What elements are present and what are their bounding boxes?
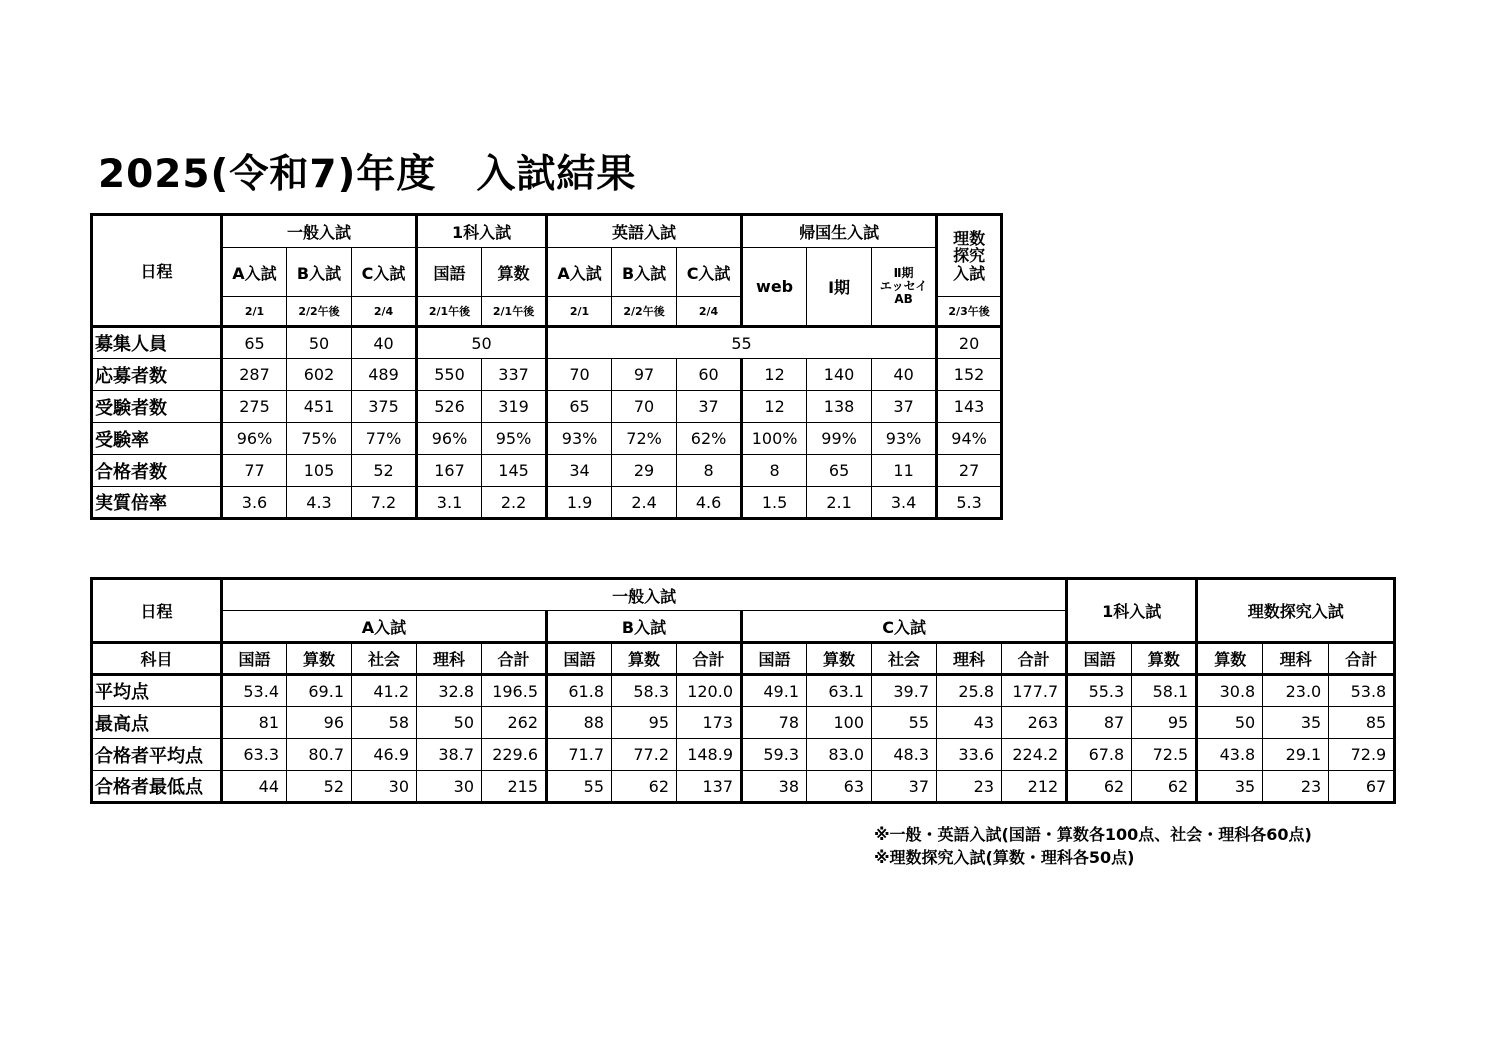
data-cell: 3.6 [222, 487, 287, 519]
data-cell: 37 [677, 391, 742, 423]
subject-cell: 理科 [937, 643, 1002, 675]
data-cell: 319 [482, 391, 547, 423]
col-header: 国語 [417, 248, 482, 297]
data-cell: 37 [872, 771, 937, 803]
data-cell: 8 [742, 455, 807, 487]
table-row [92, 359, 1002, 391]
data-cell: 262 [482, 707, 547, 739]
data-cell: 58.3 [612, 675, 677, 707]
data-cell: 11 [872, 455, 937, 487]
subject-cell: 算数 [1197, 643, 1263, 675]
table-row [92, 423, 1002, 455]
data-cell: 27 [937, 455, 1002, 487]
data-cell: 93% [547, 423, 612, 455]
data-cell: 23 [1263, 771, 1329, 803]
data-cell: 337 [482, 359, 547, 391]
data-cell: 97 [612, 359, 677, 391]
data-cell: 41.2 [352, 675, 417, 707]
data-cell: 50 [417, 327, 547, 359]
data-cell: 67.8 [1067, 739, 1132, 771]
data-cell: 489 [352, 359, 417, 391]
data-cell: 224.2 [1002, 739, 1067, 771]
subject-cell: 合計 [1329, 643, 1395, 675]
footnote: ※一般・英語入試(国語・算数各100点、社会・理科各60点) [874, 825, 1312, 844]
data-cell: 167 [417, 455, 482, 487]
data-cell: 451 [287, 391, 352, 423]
col-header: 算数 [482, 248, 547, 297]
data-cell: 95 [612, 707, 677, 739]
data-cell: 44 [222, 771, 287, 803]
data-cell: 229.6 [482, 739, 547, 771]
data-cell: 34 [547, 455, 612, 487]
schedule-header: 日程 [92, 579, 222, 643]
general-exam-header: 一般入試 [222, 215, 417, 248]
data-cell: 87 [1067, 707, 1132, 739]
table-row [92, 739, 1395, 771]
data-cell: 275 [222, 391, 287, 423]
data-cell: 52 [287, 771, 352, 803]
data-cell: 263 [1002, 707, 1067, 739]
data-cell: 100 [807, 707, 872, 739]
subject-cell: 合計 [677, 643, 742, 675]
data-cell: 23.0 [1263, 675, 1329, 707]
subject-cell: 算数 [612, 643, 677, 675]
data-cell: 58.1 [1132, 675, 1197, 707]
data-cell: 63.3 [222, 739, 287, 771]
b-exam-header: B入試 [547, 611, 742, 643]
data-cell: 20 [937, 327, 1002, 359]
row-label: 募集人員 [92, 327, 222, 359]
table-row [92, 455, 1002, 487]
footnotes [874, 823, 1312, 869]
col-header: web [742, 248, 807, 327]
data-cell: 38 [742, 771, 807, 803]
data-cell: 52 [352, 455, 417, 487]
data-cell: 35 [1197, 771, 1263, 803]
data-cell: 25.8 [937, 675, 1002, 707]
data-cell: 12 [742, 391, 807, 423]
results-summary-table [90, 213, 1003, 520]
row-label: 合格者平均点 [92, 739, 222, 771]
data-cell: 23 [937, 771, 1002, 803]
data-cell: 5.3 [937, 487, 1002, 519]
data-cell: 67 [1329, 771, 1395, 803]
data-cell: 32.8 [417, 675, 482, 707]
data-cell: 140 [807, 359, 872, 391]
data-cell: 148.9 [677, 739, 742, 771]
data-cell: 71.7 [547, 739, 612, 771]
data-cell: 46.9 [352, 739, 417, 771]
data-cell: 50 [1197, 707, 1263, 739]
data-cell: 7.2 [352, 487, 417, 519]
data-cell: 43 [937, 707, 1002, 739]
col-header: Ⅰ期 [807, 248, 872, 327]
data-cell: 53.4 [222, 675, 287, 707]
data-cell: 63.1 [807, 675, 872, 707]
data-cell: 83.0 [807, 739, 872, 771]
data-cell: 70 [547, 359, 612, 391]
data-cell: 4.6 [677, 487, 742, 519]
data-cell: 120.0 [677, 675, 742, 707]
subject-cell: 算数 [807, 643, 872, 675]
date-cell: 2/2午後 [612, 297, 677, 327]
data-cell: 61.8 [547, 675, 612, 707]
data-cell: 2.2 [482, 487, 547, 519]
data-cell: 196.5 [482, 675, 547, 707]
subject-cell: 社会 [872, 643, 937, 675]
col-header: C入試 [352, 248, 417, 297]
date-cell: 2/1午後 [417, 297, 482, 327]
data-cell: 215 [482, 771, 547, 803]
data-cell: 137 [677, 771, 742, 803]
data-cell: 63 [807, 771, 872, 803]
data-cell: 29.1 [1263, 739, 1329, 771]
data-cell: 100% [742, 423, 807, 455]
subject-cell: 合計 [482, 643, 547, 675]
data-cell: 65 [807, 455, 872, 487]
data-cell: 62% [677, 423, 742, 455]
scores-table [90, 577, 1396, 804]
subject-cell: 社会 [352, 643, 417, 675]
col-header: A入試 [222, 248, 287, 297]
data-cell: 48.3 [872, 739, 937, 771]
data-cell: 8 [677, 455, 742, 487]
data-cell: 39.7 [872, 675, 937, 707]
data-cell: 145 [482, 455, 547, 487]
subject-header: 科目 [92, 643, 222, 675]
data-cell: 105 [287, 455, 352, 487]
data-cell: 59.3 [742, 739, 807, 771]
data-cell: 33.6 [937, 739, 1002, 771]
science-exam-header: 理数探究入試 [1197, 579, 1395, 643]
table-row [92, 675, 1395, 707]
a-exam-header: A入試 [222, 611, 547, 643]
data-cell: 2.4 [612, 487, 677, 519]
data-cell: 60 [677, 359, 742, 391]
data-cell: 43.8 [1197, 739, 1263, 771]
data-cell: 143 [937, 391, 1002, 423]
data-cell: 93% [872, 423, 937, 455]
data-cell: 75% [287, 423, 352, 455]
date-cell: 2/1 [222, 297, 287, 327]
general-exam-header: 一般入試 [222, 579, 1067, 611]
data-cell: 38.7 [417, 739, 482, 771]
data-cell: 96% [222, 423, 287, 455]
data-cell: 29 [612, 455, 677, 487]
table-row [92, 487, 1002, 519]
data-cell: 81 [222, 707, 287, 739]
col-header: C入試 [677, 248, 742, 297]
row-label: 最高点 [92, 707, 222, 739]
row-label: 応募者数 [92, 359, 222, 391]
data-cell: 65 [547, 391, 612, 423]
footnote: ※理数探究入試(算数・理科各50点) [874, 848, 1135, 867]
subject-cell: 理科 [1263, 643, 1329, 675]
data-cell: 50 [417, 707, 482, 739]
data-cell: 72% [612, 423, 677, 455]
data-cell: 526 [417, 391, 482, 423]
data-cell: 375 [352, 391, 417, 423]
page-title: 2025(令和7)年度 入試結果 [98, 152, 637, 197]
data-cell: 177.7 [1002, 675, 1067, 707]
data-cell: 50 [287, 327, 352, 359]
data-cell: 138 [807, 391, 872, 423]
date-cell: 2/1午後 [482, 297, 547, 327]
data-cell: 58 [352, 707, 417, 739]
date-cell: 2/2午後 [287, 297, 352, 327]
data-cell: 96 [287, 707, 352, 739]
one-subject-exam-header: 1科入試 [417, 215, 547, 248]
date-cell: 2/3午後 [937, 297, 1002, 327]
table-row [92, 771, 1395, 803]
data-cell: 35 [1263, 707, 1329, 739]
data-cell: 77% [352, 423, 417, 455]
subject-cell: 算数 [1132, 643, 1197, 675]
subject-cell: 国語 [547, 643, 612, 675]
data-cell: 12 [742, 359, 807, 391]
data-cell: 78 [742, 707, 807, 739]
row-label: 合格者数 [92, 455, 222, 487]
col-header: Ⅱ期 エッセイ AB [872, 248, 937, 327]
data-cell: 53.8 [1329, 675, 1395, 707]
row-label: 実質倍率 [92, 487, 222, 519]
data-cell: 62 [612, 771, 677, 803]
subject-cell: 合計 [1002, 643, 1067, 675]
data-cell: 37 [872, 391, 937, 423]
data-cell: 4.3 [287, 487, 352, 519]
data-cell: 85 [1329, 707, 1395, 739]
row-label: 受験者数 [92, 391, 222, 423]
data-cell: 72.9 [1329, 739, 1395, 771]
data-cell: 77 [222, 455, 287, 487]
data-cell: 173 [677, 707, 742, 739]
table-row [92, 707, 1395, 739]
data-cell: 62 [1067, 771, 1132, 803]
data-cell: 602 [287, 359, 352, 391]
data-cell: 55 [547, 771, 612, 803]
data-cell: 49.1 [742, 675, 807, 707]
data-cell: 95% [482, 423, 547, 455]
date-cell: 2/4 [352, 297, 417, 327]
data-cell: 95 [1132, 707, 1197, 739]
data-cell: 80.7 [287, 739, 352, 771]
data-cell: 550 [417, 359, 482, 391]
subject-cell: 理科 [417, 643, 482, 675]
date-cell: 2/1 [547, 297, 612, 327]
data-cell: 55.3 [1067, 675, 1132, 707]
row-label: 受験率 [92, 423, 222, 455]
data-cell: 287 [222, 359, 287, 391]
col-header: A入試 [547, 248, 612, 297]
data-cell: 2.1 [807, 487, 872, 519]
data-cell: 212 [1002, 771, 1067, 803]
data-cell: 70 [612, 391, 677, 423]
data-cell: 30.8 [1197, 675, 1263, 707]
subject-cell: 国語 [1067, 643, 1132, 675]
subject-cell: 国語 [742, 643, 807, 675]
data-cell: 99% [807, 423, 872, 455]
table-row [92, 391, 1002, 423]
data-cell: 72.5 [1132, 739, 1197, 771]
data-cell: 3.4 [872, 487, 937, 519]
data-cell: 55 [872, 707, 937, 739]
data-cell: 40 [352, 327, 417, 359]
row-label: 平均点 [92, 675, 222, 707]
returnee-exam-header: 帰国生入試 [742, 215, 937, 248]
data-cell: 30 [417, 771, 482, 803]
c-exam-header: C入試 [742, 611, 1067, 643]
subject-cell: 国語 [222, 643, 287, 675]
data-cell: 88 [547, 707, 612, 739]
data-cell: 55 [547, 327, 937, 359]
one-subject-exam-header: 1科入試 [1067, 579, 1197, 643]
data-cell: 69.1 [287, 675, 352, 707]
subject-cell: 算数 [287, 643, 352, 675]
data-cell: 65 [222, 327, 287, 359]
english-exam-header: 英語入試 [547, 215, 742, 248]
data-cell: 152 [937, 359, 1002, 391]
row-label: 合格者最低点 [92, 771, 222, 803]
data-cell: 3.1 [417, 487, 482, 519]
data-cell: 94% [937, 423, 1002, 455]
table-row [92, 327, 1002, 359]
data-cell: 1.9 [547, 487, 612, 519]
data-cell: 30 [352, 771, 417, 803]
data-cell: 96% [417, 423, 482, 455]
science-exam-header: 理数 探究 入試 [937, 215, 1002, 297]
col-header: B入試 [612, 248, 677, 297]
data-cell: 1.5 [742, 487, 807, 519]
date-cell: 2/4 [677, 297, 742, 327]
schedule-header: 日程 [92, 215, 222, 327]
col-header: B入試 [287, 248, 352, 297]
data-cell: 40 [872, 359, 937, 391]
data-cell: 62 [1132, 771, 1197, 803]
data-cell: 77.2 [612, 739, 677, 771]
